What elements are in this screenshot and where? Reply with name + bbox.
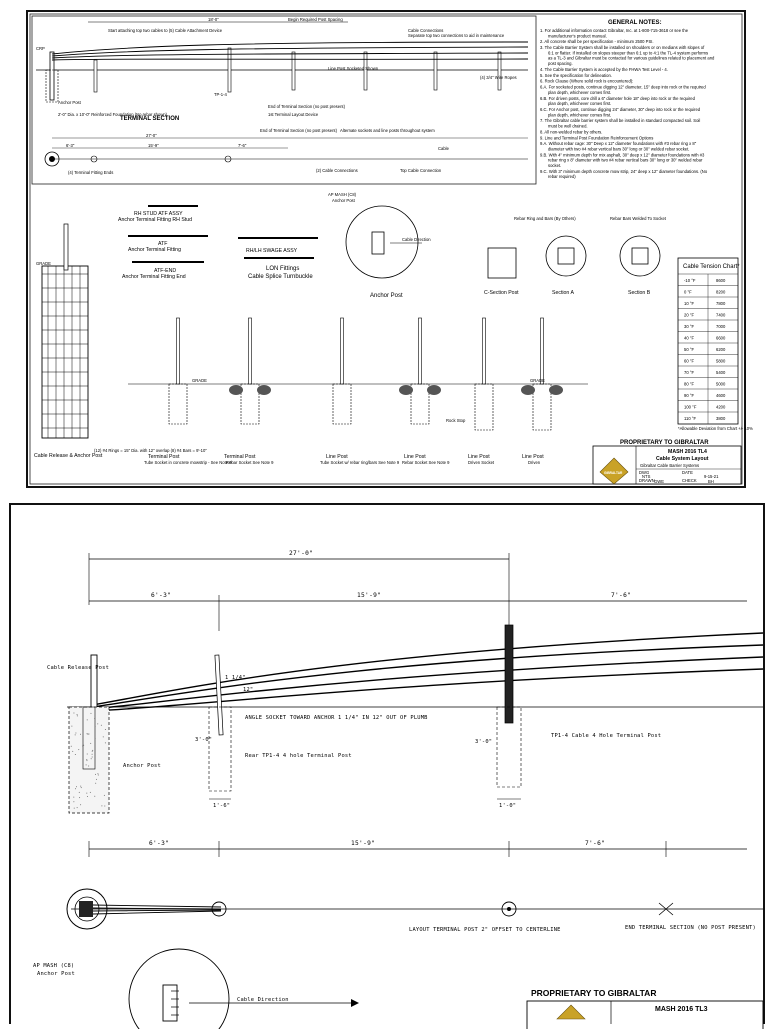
hardware-2-sub: Anchor Terminal Fitting End <box>122 274 186 280</box>
tension-value-8: 5400 <box>716 370 726 375</box>
label-rebar-note: (12) #4 Rings = 15" Dia. with 12" overlap (8) #4 Bars = 9'-10" <box>94 448 207 453</box>
general-note-0: manufacturer's product manual. <box>548 33 607 39</box>
label-post-spacing: Begin Required Post Spacing <box>288 17 343 22</box>
general-note-7: 6.B. For driven posts, core drill a 6" diameter hole 18" deep into rock or the required <box>540 95 695 101</box>
label-anchor-post: Anchor Post <box>58 100 81 105</box>
label-tp14-cable: TP1-4 Cable 4 Hole Terminal Post <box>551 733 662 739</box>
label-tp14: TP-1-4 <box>214 92 227 97</box>
sheet-tl4-drawing <box>28 12 753 486</box>
label-first-terminal: 1st Terminal Layout Device <box>268 112 319 117</box>
general-note-12: 9.A. Without rebar cage: 30" Deep x 12" diameter foundations with #3 rebar ring x 8" <box>540 141 697 147</box>
general-note-11: 9. Line and Terminal Post Foundation Reinforcement Options <box>540 135 654 141</box>
label-dim-12: 12" <box>243 687 254 693</box>
tension-temp-6: 50 °F <box>684 347 695 352</box>
label-alternate: Alternate sockets and line posts throughout system <box>340 128 435 133</box>
dim-c: 7'-6" <box>611 592 632 599</box>
tension-temp-8: 70 °F <box>684 370 695 375</box>
post-2-sub: Tube Socket w/ rebar ring/bars See Note 9 <box>320 460 400 465</box>
tension-value-10: 4600 <box>716 393 726 398</box>
drawing-sheet-tl4 <box>26 10 753 488</box>
tension-temp-3: 20 °F <box>684 312 695 318</box>
tension-value-0: 8600 <box>716 278 726 283</box>
dim-plan-a: 6'-3" <box>66 143 75 148</box>
general-note-2: 6:1 or flatter. If installed on slopes steeper than 6:1 up to 4:1 the TL-4 system performs <box>548 50 709 56</box>
tension-temp-10: 90 °F <box>684 393 695 398</box>
title-proprietary: PROPRIETARY TO GIBRALTAR <box>620 440 709 446</box>
label-top-cable: Top Cable Connection <box>400 168 442 173</box>
post-3-name: Line Post <box>404 454 426 460</box>
dim-h1: 3'-0" <box>195 737 213 743</box>
anchor-post-detail-circle <box>346 206 418 278</box>
label-section-a: Section A <box>552 290 574 296</box>
hardware-1-name: ATF <box>158 241 168 247</box>
hardware-4-name: LON Fittings <box>266 266 300 272</box>
ap-mash-detail-circle <box>129 949 229 1029</box>
label-ap-mash: AP MASH (C8) <box>33 963 75 969</box>
general-note-9: 7. The Gibraltar cable barrier system shall be installed in standard compacted soil. Soil <box>540 118 701 124</box>
sheet-tl3-drawing <box>11 505 763 1024</box>
label-section-b: Section B <box>628 290 651 296</box>
label-layout-post: LAYOUT TERMINAL POST 2" OFFSET TO CENTERLINE <box>409 927 561 933</box>
tension-temp-2: 10 °F <box>684 301 695 306</box>
terminal-section-title: TERMINAL SECTION <box>120 116 180 122</box>
cable-direction-arrow-icon <box>351 999 359 1007</box>
general-note-14: 9.C. With 3" minimum depth concrete mow strip, 24" deep x 12" diameter foundations. (No <box>540 168 708 174</box>
general-note-14: rebar required) <box>548 174 576 180</box>
label-grade-2: GRADE <box>530 378 545 383</box>
general-note-12: diameter with two #4 rebar vertical bars 30" long or 30" welded rebar socket. <box>548 146 690 152</box>
title-date-label: DATE <box>682 470 693 475</box>
dim-total: 27'-0" <box>289 550 314 557</box>
post-4-name: Line Post <box>468 454 490 460</box>
general-note-6: plan depth, whichever comes first. <box>548 89 612 95</box>
general-note-8: 6.C. For Anchor post, continue digging 24" diameter, 30" deep into rock or the required <box>540 107 701 112</box>
label-csection-post: C-Section Post <box>484 290 519 296</box>
tension-chart-title: Cable Tension Chart* <box>683 264 740 270</box>
title-block-tl4 <box>593 440 741 484</box>
tension-value-1: 8200 <box>716 289 726 295</box>
tension-temp-5: 40 °F <box>684 335 695 341</box>
tension-value-2: 7800 <box>716 301 726 306</box>
tension-value-11: 4200 <box>716 404 726 410</box>
label-dim-14: 1 1/4" <box>225 675 246 681</box>
tp14-terminal-post <box>505 625 513 723</box>
drawing-sheet-tl3 <box>9 503 765 1024</box>
tension-value-9: 5000 <box>716 381 726 387</box>
post-5-sub: Driven <box>528 460 541 465</box>
title-date-value: 9-15-21 <box>704 474 719 479</box>
post-5-name: Line Post <box>522 454 544 460</box>
label-cable: Cable <box>438 146 449 151</box>
label-cable-release: Cable Release Post <box>47 665 110 671</box>
label-cable-release: Cable Release & Anchor Post <box>34 453 103 459</box>
label-foundation: 2'-0" Dia. x 10'-0" Reinforced Foundation (No rebar shown) <box>58 112 168 117</box>
dim-top-span: 18'-0" <box>208 17 219 22</box>
tension-value-7: 5800 <box>716 358 726 364</box>
label-crp: CRP <box>36 46 45 51</box>
label-wire-ropes: (4) 3/4" Wire Ropes <box>480 75 517 80</box>
general-note-9: must be well drained. <box>548 123 588 129</box>
general-notes-title: GENERAL NOTES: <box>608 20 662 26</box>
label-cable-direction: Cable Direction <box>402 237 431 242</box>
hardware-0-name: RH STUD ATF ASSY <box>134 211 183 217</box>
hardware-0-sub: Anchor Terminal Fitting RH Stud <box>118 217 192 223</box>
general-note-2: as a TL-3 and Gibraltar must be contacted for various guidelines related to placement and <box>548 55 715 61</box>
post-2-name: Line Post <box>326 454 348 460</box>
dim-w2: 1'-0" <box>499 803 517 809</box>
general-note-2: post spacing. <box>548 61 573 66</box>
label-anchor-post: Anchor Post <box>123 763 161 769</box>
hardware-section <box>118 206 318 280</box>
general-note-4: 5. See the specification for delineation. <box>540 72 612 78</box>
label-line-post: Line Post Socketed Shown <box>328 66 379 71</box>
tension-value-5: 6600 <box>716 335 726 341</box>
tension-temp-12: 110 °F <box>684 416 697 421</box>
tension-footnote: *Allowable Deviation from Chart +/- 10% <box>678 426 753 431</box>
dim-e: 15'-9" <box>351 840 376 847</box>
title-project-2: MASH 2016 TL3 <box>655 1006 708 1013</box>
label-start-attach: Start attaching top two cables to (5) Cable Attachment Device <box>108 28 223 33</box>
tension-value-3: 7400 <box>716 312 726 318</box>
dim-b: 15'-9" <box>357 592 382 599</box>
title-check-value: BH <box>708 479 714 484</box>
title-block-tl3 <box>527 988 763 1029</box>
label-separate: Separate top two connections to aid in maintenance <box>408 33 505 38</box>
hardware-3-name: RH/LH SWAGE ASSY <box>246 248 298 254</box>
dim-plan-total: 27'-0" <box>146 133 157 138</box>
dim-a: 6'-3" <box>151 592 172 599</box>
tension-temp-9: 80 °F <box>684 381 695 387</box>
tension-value-12: 3800 <box>716 416 726 421</box>
post-3-sub: Rebar Socket See Note 9 <box>402 460 450 465</box>
general-note-13: socket. <box>548 163 562 168</box>
title-project: MASH 2016 TL4 <box>668 449 707 455</box>
anchor-cage-elevation <box>42 224 88 438</box>
dim-plan-c: 7'-6" <box>238 143 247 148</box>
title-company: Gibraltar Cable Barrier Systems <box>640 463 700 468</box>
label-terminal-fitting: (4) Terminal Fitting Ends <box>68 170 114 175</box>
logo-text: GIBRALTAR <box>604 471 623 475</box>
post-0-name: Terminal Post <box>148 454 180 460</box>
anchor-foundation <box>69 707 109 813</box>
dim-d: 6'-3" <box>149 840 170 847</box>
tension-temp-0: -10 °F <box>684 278 696 283</box>
label-end-terminal: END TERMINAL SECTION (NO POST PRESENT) <box>625 925 756 931</box>
label-end-terminal: End of Terminal Section (no post present) <box>268 104 345 109</box>
post-0-sub: Tube Socket in concrete mowstrip - See Note 9 <box>144 460 232 465</box>
general-note-3: 4. The Cable Barrier System is accepted by the FHWA Test Level - 4. <box>540 66 668 72</box>
label-grade-1: GRADE <box>192 378 207 383</box>
post-1-sub: Rebar Socket See Note 9 <box>226 460 274 465</box>
tension-temp-7: 60 °F <box>684 358 695 364</box>
tension-temp-11: 100 °F <box>684 404 697 410</box>
label-cable-conn2: (2) Cable Connections <box>316 168 358 173</box>
general-note-0: 1. For additional information contact Gibraltar, Inc. at 1-800-715-3618 or see the <box>540 28 689 33</box>
hardware-4-sub: Cable Splice Turnbuckle <box>248 274 313 280</box>
general-note-8: plan depth, whichever comes first. <box>548 112 612 118</box>
general-note-7: plan depth, whichever comes first. <box>548 101 612 107</box>
general-note-13: rebar ring x 8" diameter with two #4 rebar vertical bars 30" long or 30" welded rebar <box>548 157 703 163</box>
label-cable-connections: Cable Connections <box>408 28 444 33</box>
label-anchor-post-2: Anchor Post <box>37 971 75 977</box>
post-details <box>169 318 563 430</box>
label-anchor-post-2: Anchor Post <box>332 198 355 203</box>
title-drawn-label: DRAWN <box>639 478 655 483</box>
dim-plan-b: 15'-9" <box>148 143 159 148</box>
label-angle-socket: ANGLE SOCKET TOWARD ANCHOR 1 1/4" IN 12" OUT OF PLUMB <box>245 715 428 721</box>
label-end-terminal-2: End of Terminal Section (no post present) <box>260 128 337 133</box>
tension-temp-4: 30 °F <box>684 324 695 329</box>
cable-release-post <box>91 655 97 711</box>
label-ap-mash: AP MASH (C8) <box>328 192 357 197</box>
general-note-5: 6. Rock Clause (Where solid rock is encountered): <box>540 78 634 84</box>
general-note-10: 8. All non-welded rebar by others. <box>540 129 603 135</box>
tension-value-4: 7000 <box>716 324 726 329</box>
general-note-13: 9.B. With 4" minimum depth for mix asphalt, 30" deep x 12" diameter foundations with #3 <box>540 152 705 158</box>
title-proprietary-2: PROPRIETARY TO GIBRALTAR <box>531 988 657 998</box>
general-note-2: 3. The Cable Barrier System shall be installed on shoulders or on medians with slopes of <box>540 45 705 51</box>
label-rock-stop: Rock Stop <box>446 418 466 423</box>
general-notes-list <box>540 28 715 179</box>
hardware-1-sub: Anchor Terminal Fitting <box>128 247 181 253</box>
dim-w1: 1'-6" <box>213 803 231 809</box>
dim-f: 7'-6" <box>585 840 606 847</box>
cable-1 <box>93 633 763 705</box>
label-rear-tp: Rear TP1-4 4 hole Terminal Post <box>245 753 352 759</box>
general-note-6: 6.A. For socketed posts, continue digging 12" diameter, 15" deep into rock or the required <box>540 84 706 90</box>
title-dwg-value: NTS <box>642 474 651 479</box>
title-dwg-label: DWG <box>639 470 650 475</box>
title-drawn-value: GWE <box>654 479 665 484</box>
label-rebar-ring: Rebar Ring and Bars (By Others) <box>514 216 576 221</box>
dim-h2: 3'-0" <box>475 739 493 745</box>
title-drawing: Cable System Layout <box>656 456 709 462</box>
title-check-label: CHECK <box>682 478 697 483</box>
label-rebar-bars: Rebar Bars Welded To Socket <box>610 216 666 221</box>
anchor-post-caption: Anchor Post <box>370 293 403 299</box>
post-1-name: Terminal Post <box>224 454 256 460</box>
general-note-1: 2. All concrete shall be per specification - minimum 2500 PSI. <box>540 39 654 45</box>
tension-temp-1: 0 °F <box>684 289 692 295</box>
label-cable-direction: Cable Direction <box>237 997 289 1003</box>
post-4-sub: Driven Socket <box>468 460 495 465</box>
label-grade-cage: GRADE <box>36 261 51 266</box>
hardware-2-name: ATF-END <box>154 268 177 274</box>
tension-value-6: 6200 <box>716 347 726 352</box>
